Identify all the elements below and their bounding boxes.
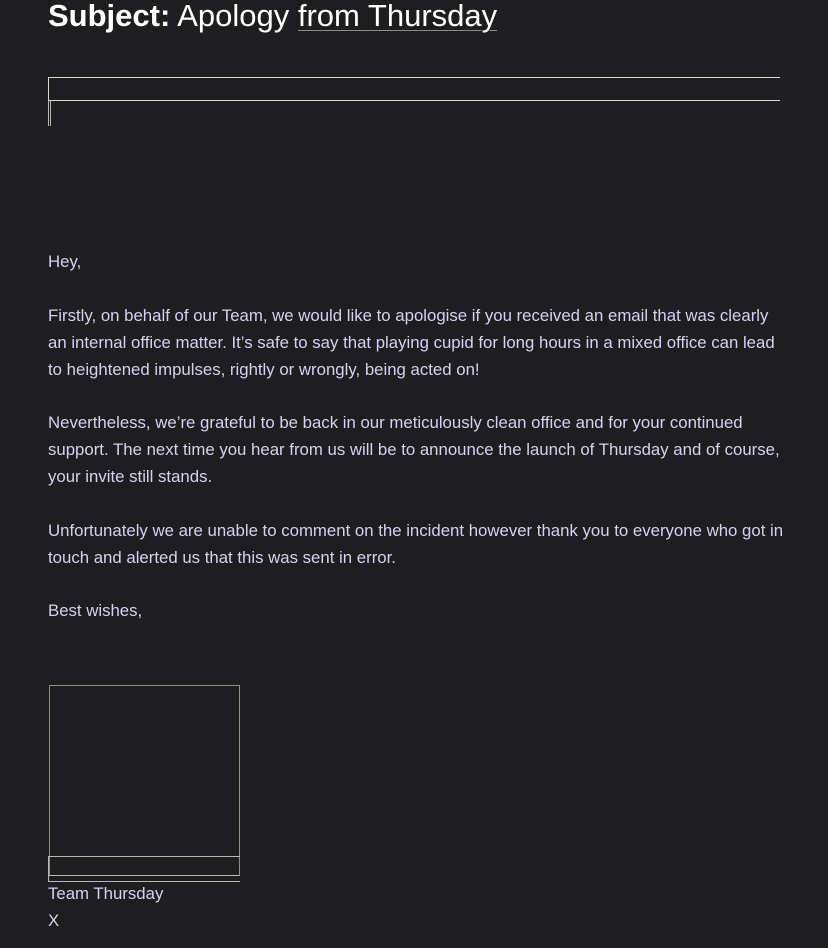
- email-paragraph-2: Nevertheless, we’re grateful to be back in our meticulously clean office and for your continued support. The next time you hear from us will be to announce the launch of Thursday and of course, your invite still stands.: [48, 413, 780, 486]
- email-paragraph-3: Unfortunately we are unable to comment on the incident however thank you to everyone who got in touch and alerted us that this was sent in error.: [48, 521, 784, 567]
- subject-label: Subject:: [48, 0, 171, 33]
- signature-image: [49, 685, 240, 876]
- signature-name: Team Thursday: [48, 884, 164, 903]
- signature-bar-divider: [49, 875, 239, 876]
- email-sign-off: Best wishes,: [48, 601, 143, 620]
- email-greeting: Hey,: [48, 252, 82, 271]
- subject-text: Apology: [177, 0, 290, 33]
- signature-bar: [48, 856, 240, 882]
- email-paragraph-1: Firstly, on behalf of our Team, we would like to apologise if you received an email that was clearly an internal office matter. It’s safe to say that playing cupid for long hours in a mixed office can lead to heightened impulses, rightly or wrongly, being acted on!: [48, 306, 775, 379]
- signature-mark: X: [48, 911, 60, 930]
- broken-image-icon: [48, 101, 51, 126]
- email-subject: [48, 0, 497, 36]
- header-banner-frame: [48, 77, 780, 101]
- subject-link[interactable]: from Thursday: [297, 0, 498, 33]
